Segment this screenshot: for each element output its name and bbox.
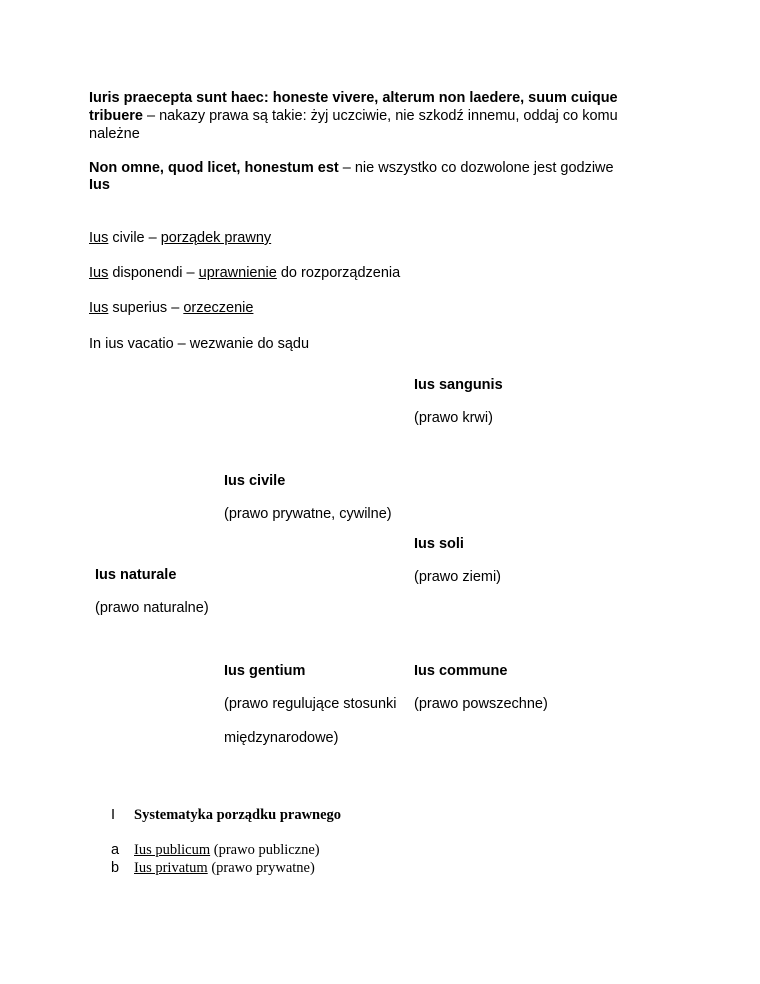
ius-naturale-desc: (prawo naturalne)	[95, 600, 209, 616]
ius-gentium-desc-1: (prawo regulujące stosunki	[224, 696, 397, 712]
ius-commune-desc: (prawo powszechne)	[414, 696, 548, 712]
ius-privatum-term: Ius privatum	[134, 860, 208, 876]
phrase-2-rest: do rozporządzenia	[276, 265, 401, 281]
ius-soli-label: Ius soli	[414, 536, 464, 552]
outline-marker: I	[111, 807, 116, 823]
ius-sanguinis-desc: (prawo krwi)	[414, 410, 493, 426]
outline-title: Systematyka porządku prawnego	[134, 807, 342, 823]
outline-item-a	[134, 842, 320, 859]
phrase-in-ius-vacatio: In ius vacatio – wezwanie do sądu	[89, 336, 310, 352]
phrase-1-meaning: porządek prawny	[160, 230, 272, 246]
phrase-3-meaning: orzeczenie	[183, 300, 254, 316]
ius-heading: Ius	[89, 177, 110, 193]
maxim-2-latin: Non omne, quod licet, honestum est	[89, 160, 339, 176]
ius-gentium-label: Ius gentium	[224, 663, 306, 679]
ius-naturale-label: Ius naturale	[95, 567, 177, 583]
phrase-3-term: Ius	[89, 300, 109, 316]
maxim-1-latin: Iuris praecepta sunt haec: honeste vivere, alterum non laedere, suum cuique tribuere	[89, 90, 618, 124]
phrase-2-term: Ius	[89, 265, 109, 281]
ius-civile-desc: (prawo prywatne, cywilne)	[224, 506, 392, 522]
ius-civile-label: Ius civile	[224, 473, 286, 489]
phrase-1-mid: civile –	[108, 230, 161, 246]
phrase-3-mid: superius –	[108, 300, 184, 316]
phrase-ius-superius	[89, 300, 253, 316]
phrase-1-term: Ius	[89, 230, 109, 246]
maxim-1-translation: – nakazy prawa są takie: żyj uczciwie, nie szkodź innemu, oddaj co komu należne	[89, 108, 618, 142]
outline-item-a-marker: a	[111, 842, 120, 858]
ius-gentium-desc-2: międzynarodowe)	[224, 730, 339, 746]
outline-item-b-marker: b	[111, 860, 120, 876]
phrase-ius-civile	[89, 230, 271, 246]
maxim-2-translation: – nie wszystko co dozwolone jest godziwe	[338, 160, 614, 176]
ius-publicum-desc: (prawo publiczne)	[210, 842, 320, 858]
ius-soli-desc: (prawo ziemi)	[414, 569, 502, 585]
phrase-2-mid: disponendi –	[108, 265, 199, 281]
phrase-ius-disponendi	[89, 265, 400, 281]
phrase-2-meaning: uprawnienie	[198, 265, 277, 281]
outline-item-b	[134, 860, 315, 877]
maxim-2	[89, 159, 649, 177]
ius-privatum-desc: (prawo prywatne)	[207, 860, 315, 876]
maxim-1	[89, 89, 649, 143]
ius-publicum-term: Ius publicum	[134, 842, 211, 858]
ius-commune-label: Ius commune	[414, 663, 508, 679]
ius-sanguinis-label: Ius sangunis	[414, 377, 503, 393]
